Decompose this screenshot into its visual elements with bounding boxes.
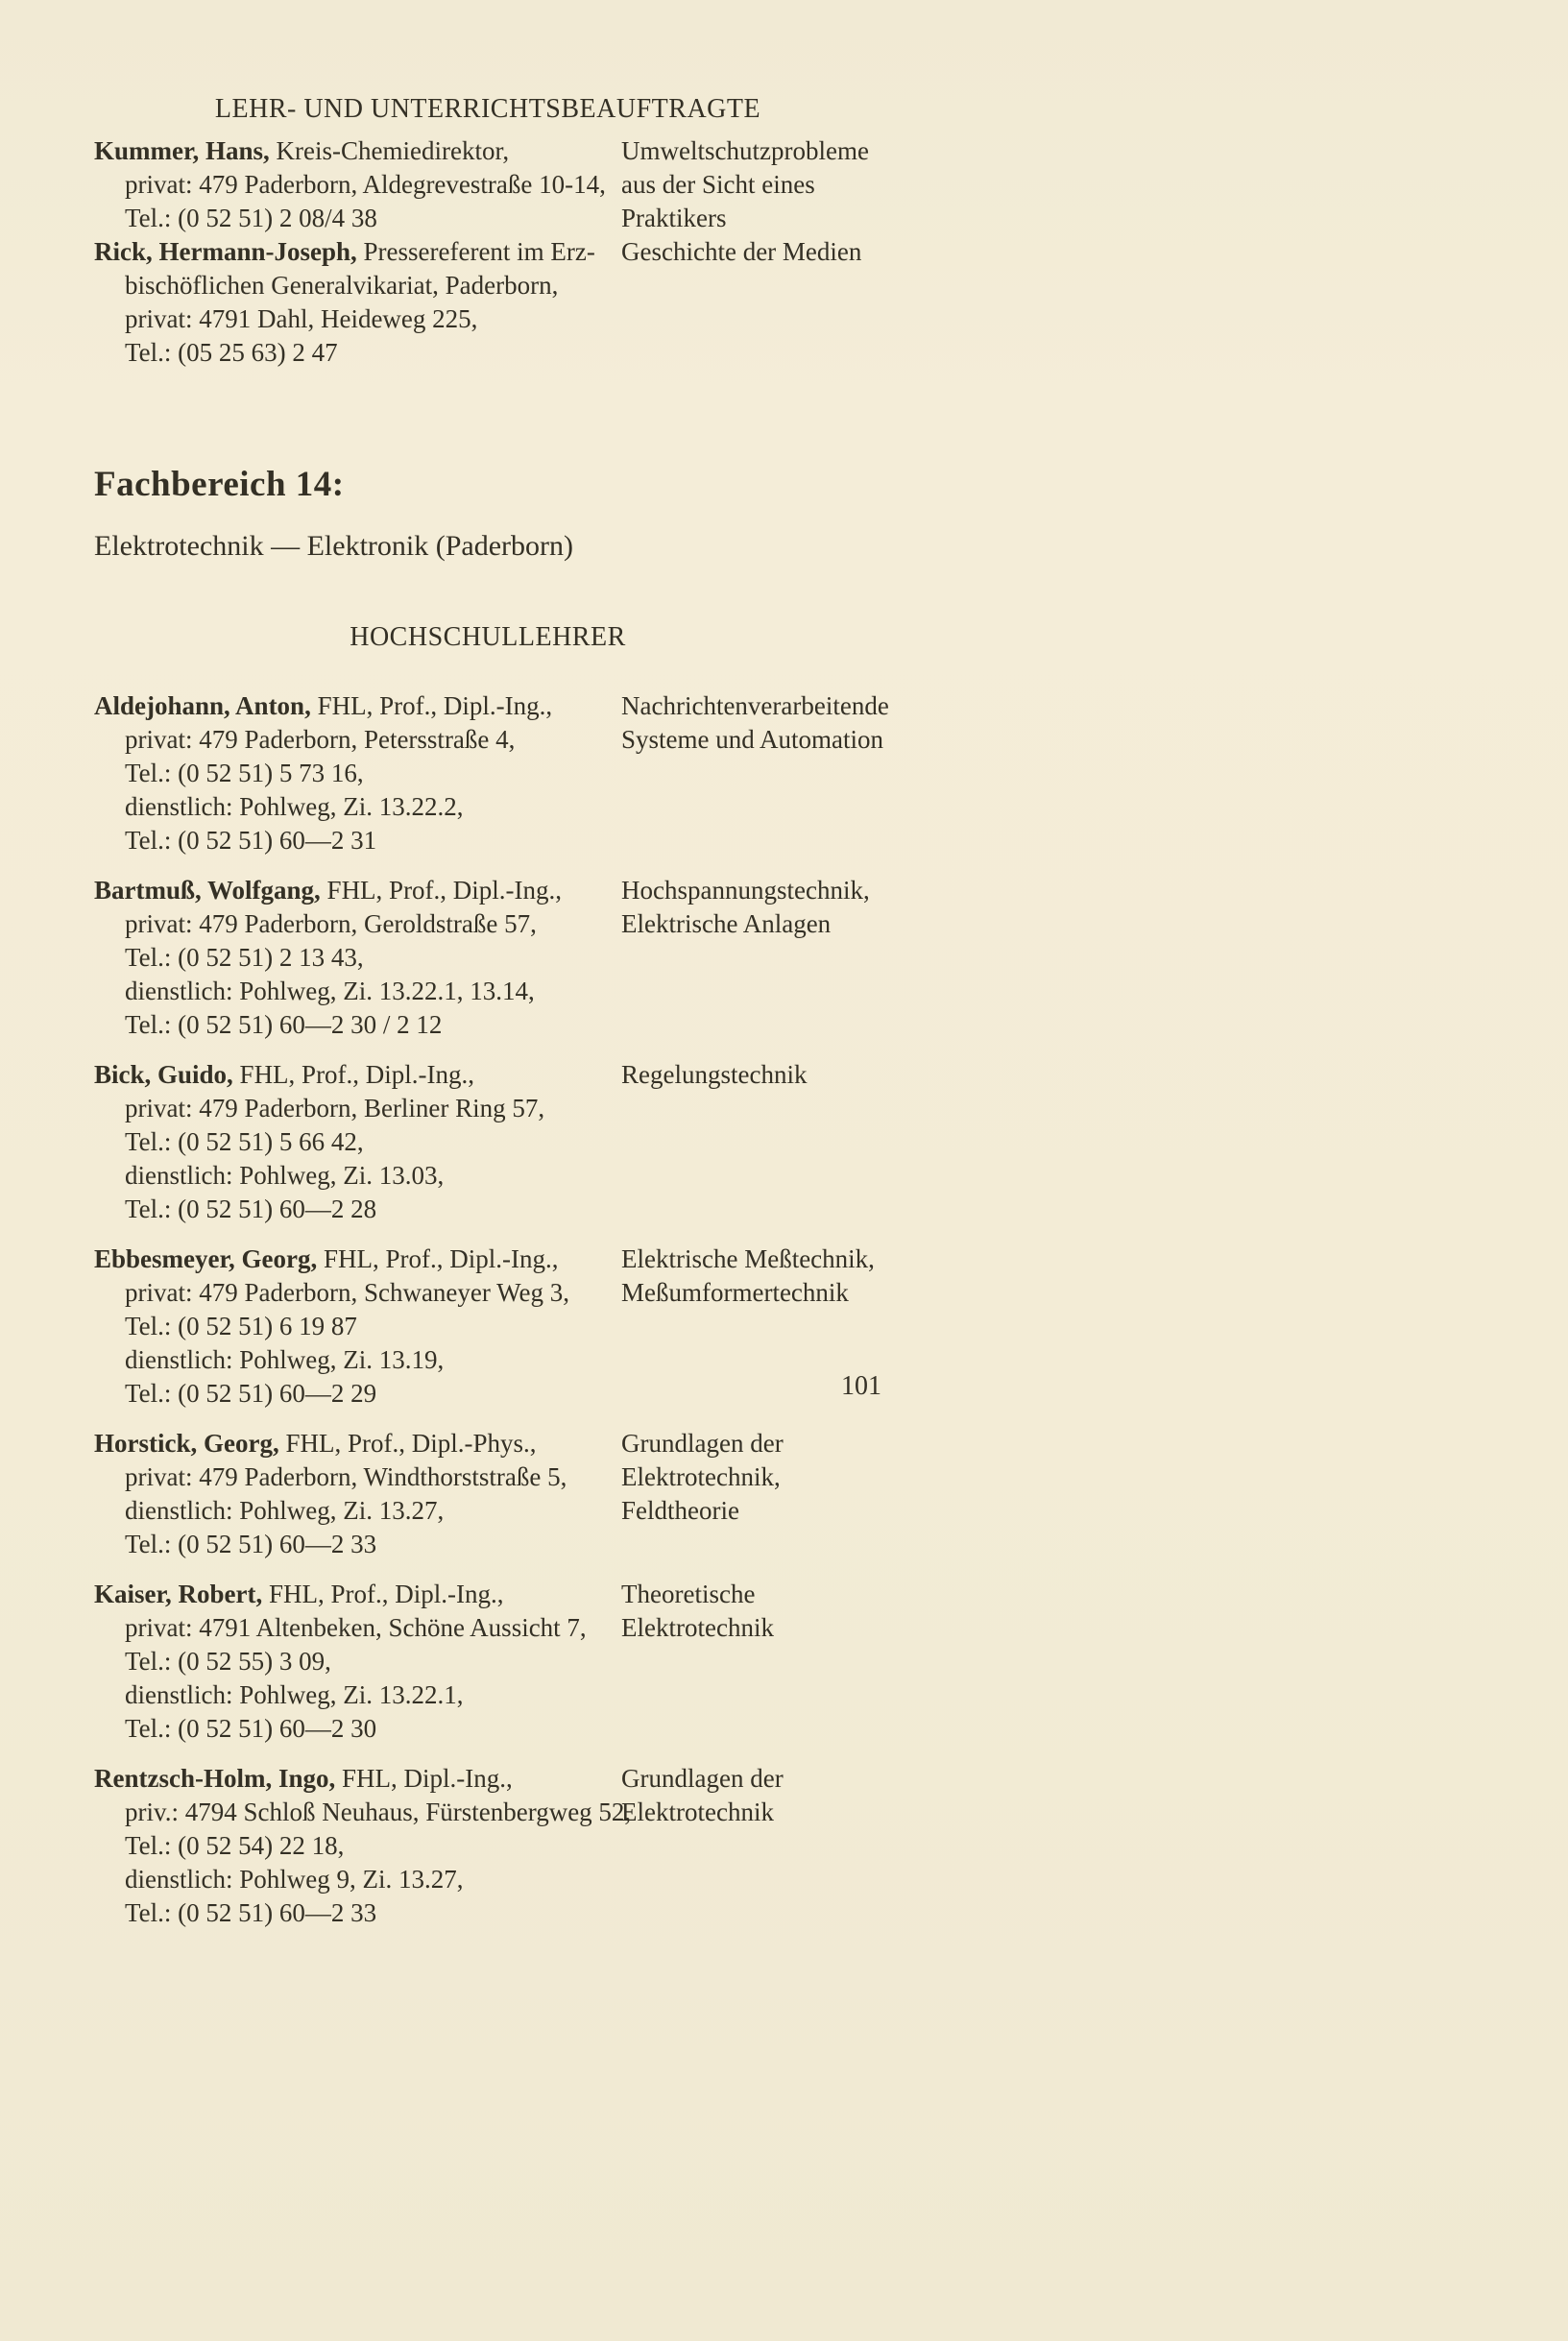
lecturers-section-heading: LEHR- UND UNTERRICHTSBEAUFTRAGTE: [214, 94, 761, 124]
entry-subject-block: [621, 689, 958, 757]
entry-contact-block: [94, 874, 621, 1042]
entry-subject-block: [621, 1058, 958, 1092]
entry-contact-block: [94, 689, 621, 857]
entry-detail-line: Tel.: (0 52 51) 60—2 33: [125, 1898, 377, 1927]
fachbereich-subtitle: Elektrotechnik — Elektronik (Paderborn): [94, 530, 574, 562]
directory-entry: [94, 874, 958, 1042]
directory-entry: [94, 235, 958, 370]
entry-detail-line: Tel.: (0 52 51) 60—2 28: [125, 1195, 377, 1223]
entry-subject-line: Meßumformertechnik: [621, 1278, 849, 1307]
entry-subject-block: [621, 235, 958, 269]
directory-entry: [94, 134, 958, 235]
entry-detail-line: bischöflichen Generalvikariat, Paderborn,: [125, 271, 559, 300]
entry-subject-line: Elektrotechnik,: [621, 1462, 781, 1491]
entry-person-name: Ebbesmeyer, Georg,: [94, 1244, 318, 1273]
directory-entry: [94, 1243, 958, 1411]
entry-name-line: [94, 1243, 621, 1276]
directory-entry: [94, 1427, 958, 1561]
entry-name-line: [94, 1578, 621, 1611]
entry-detail-line: Tel.: (0 52 51) 60—2 30 / 2 12: [125, 1010, 443, 1039]
hochschullehrer-section-heading: HOCHSCHULLEHRER: [350, 622, 626, 652]
entry-detail-line: Tel.: (0 52 51) 6 19 87: [125, 1312, 357, 1340]
entry-detail-line: priv.: 4794 Schloß Neuhaus, Fürstenbergweg 52,: [125, 1798, 632, 1826]
entry-detail-line: Tel.: (0 52 55) 3 09,: [125, 1647, 331, 1676]
entry-detail-line: dienstlich: Pohlweg, Zi. 13.27,: [125, 1496, 445, 1525]
entry-subject-block: [621, 1427, 958, 1528]
entry-subject-line: Grundlagen der: [621, 1764, 784, 1793]
entry-subject-line: Umweltschutzprobleme: [621, 136, 869, 165]
entry-detail-line: dienstlich: Pohlweg, Zi. 13.22.2,: [125, 792, 464, 821]
entry-subject-block: [621, 134, 958, 235]
entry-subject-line: Theoretische: [621, 1580, 756, 1608]
entry-subject-line: Elektrotechnik: [621, 1613, 774, 1642]
entry-name-line: [94, 1427, 621, 1460]
entry-detail-line: dienstlich: Pohlweg, Zi. 13.03,: [125, 1161, 445, 1190]
entry-person-name: Rick, Hermann-Joseph,: [94, 237, 357, 266]
entry-detail-line: Tel.: (0 52 51) 2 13 43,: [125, 943, 364, 972]
entry-detail-line: dienstlich: Pohlweg, Zi. 13.22.1,: [125, 1680, 464, 1709]
entry-contact-block: [94, 1578, 621, 1746]
entry-person-title: FHL, Prof., Dipl.-Ing.,: [310, 691, 553, 720]
entry-subject-block: [621, 1762, 958, 1829]
entry-detail-line: privat: 479 Paderborn, Windthorststraße 5,: [125, 1462, 567, 1491]
entry-person-name: Kummer, Hans,: [94, 136, 270, 165]
entry-detail-line: Tel.: (0 52 51) 2 08/4 38: [125, 204, 377, 232]
entry-subject-block: [621, 1243, 958, 1310]
lecturers-entries-list: [94, 134, 958, 370]
entry-person-title: Pressereferent im Erz-: [356, 237, 595, 266]
page-number: 101: [841, 1371, 881, 1401]
entry-person-title: FHL, Prof., Dipl.-Ing.,: [320, 876, 563, 905]
entry-contact-block: [94, 134, 621, 235]
entry-subject-line: Geschichte der Medien: [621, 237, 862, 266]
entry-name-line: [94, 874, 621, 907]
entry-subject-line: Hochspannungstechnik,: [621, 876, 870, 905]
entry-person-name: Bartmuß, Wolfgang,: [94, 876, 321, 905]
entry-person-title: FHL, Prof., Dipl.-Ing.,: [262, 1580, 504, 1608]
hochschullehrer-entries-list: [94, 689, 958, 1930]
entry-detail-line: privat: 479 Paderborn, Petersstraße 4,: [125, 725, 516, 754]
entry-name-line: [94, 1762, 621, 1796]
directory-entry: [94, 1058, 958, 1226]
entry-detail-line: dienstlich: Pohlweg, Zi. 13.19,: [125, 1345, 445, 1374]
entry-detail-line: Tel.: (0 52 54) 22 18,: [125, 1831, 345, 1860]
entry-subject-block: [621, 874, 958, 941]
entry-person-title: FHL, Prof., Dipl.-Phys.,: [278, 1429, 537, 1458]
entry-person-title: FHL, Prof., Dipl.-Ing.,: [232, 1060, 475, 1089]
entry-detail-line: Tel.: (0 52 51) 60—2 31: [125, 826, 377, 855]
entry-detail-line: Tel.: (0 52 51) 5 66 42,: [125, 1127, 364, 1156]
entry-subject-line: Feldtheorie: [621, 1496, 739, 1525]
entry-subject-line: Regelungstechnik: [621, 1060, 808, 1089]
entry-detail-line: privat: 4791 Dahl, Heideweg 225,: [125, 304, 478, 333]
entry-detail-line: dienstlich: Pohlweg 9, Zi. 13.27,: [125, 1865, 464, 1894]
entry-subject-line: Elektrische Meßtechnik,: [621, 1244, 875, 1273]
entry-subject-line: Elektrische Anlagen: [621, 909, 832, 938]
entry-detail-line: Tel.: (0 52 51) 5 73 16,: [125, 759, 364, 787]
directory-entry: [94, 1762, 958, 1930]
entry-person-name: Kaiser, Robert,: [94, 1580, 263, 1608]
entry-person-name: Rentzsch-Holm, Ingo,: [94, 1764, 336, 1793]
entry-detail-line: Tel.: (0 52 51) 60—2 33: [125, 1530, 377, 1558]
entry-subject-line: Praktikers: [621, 204, 727, 232]
entry-detail-line: privat: 4791 Altenbeken, Schöne Aussicht 7,: [125, 1613, 587, 1642]
entry-detail-line: Tel.: (0 52 51) 60—2 29: [125, 1379, 377, 1408]
entry-contact-block: [94, 235, 621, 370]
entry-person-name: Horstick, Georg,: [94, 1429, 279, 1458]
entry-contact-block: [94, 1243, 621, 1411]
entry-name-line: [94, 689, 621, 723]
entry-name-line: [94, 134, 621, 168]
entry-person-name: Bick, Guido,: [94, 1060, 233, 1089]
entry-name-line: [94, 235, 621, 269]
entry-person-title: Kreis-Chemiedirektor,: [269, 136, 510, 165]
entry-detail-line: Tel.: (05 25 63) 2 47: [125, 338, 338, 367]
directory-entry: [94, 1578, 958, 1746]
entry-detail-line: privat: 479 Paderborn, Aldegrevestraße 10-14,: [125, 170, 606, 199]
entry-person-name: Aldejohann, Anton,: [94, 691, 311, 720]
entry-detail-line: dienstlich: Pohlweg, Zi. 13.22.1, 13.14,: [125, 977, 535, 1005]
entry-subject-line: Elektrotechnik: [621, 1798, 774, 1826]
entry-contact-block: [94, 1427, 621, 1561]
entry-detail-line: privat: 479 Paderborn, Berliner Ring 57,: [125, 1094, 545, 1122]
page-content: [94, 94, 958, 1946]
entry-name-line: [94, 1058, 621, 1092]
entry-person-title: FHL, Dipl.-Ing.,: [335, 1764, 513, 1793]
entry-subject-line: Nachrichtenverarbeitende: [621, 691, 889, 720]
entry-detail-line: Tel.: (0 52 51) 60—2 30: [125, 1714, 377, 1743]
entry-contact-block: [94, 1058, 621, 1226]
fachbereich-title: Fachbereich 14:: [94, 465, 345, 504]
entry-subject-line: aus der Sicht eines: [621, 170, 815, 199]
entry-contact-block: [94, 1762, 632, 1930]
entry-subject-block: [621, 1578, 958, 1645]
entry-detail-line: privat: 479 Paderborn, Geroldstraße 57,: [125, 909, 537, 938]
entry-subject-line: Grundlagen der: [621, 1429, 784, 1458]
entry-subject-line: Systeme und Automation: [621, 725, 883, 754]
entry-person-title: FHL, Prof., Dipl.-Ing.,: [317, 1244, 559, 1273]
directory-entry: [94, 689, 958, 857]
entry-detail-line: privat: 479 Paderborn, Schwaneyer Weg 3,: [125, 1278, 569, 1307]
